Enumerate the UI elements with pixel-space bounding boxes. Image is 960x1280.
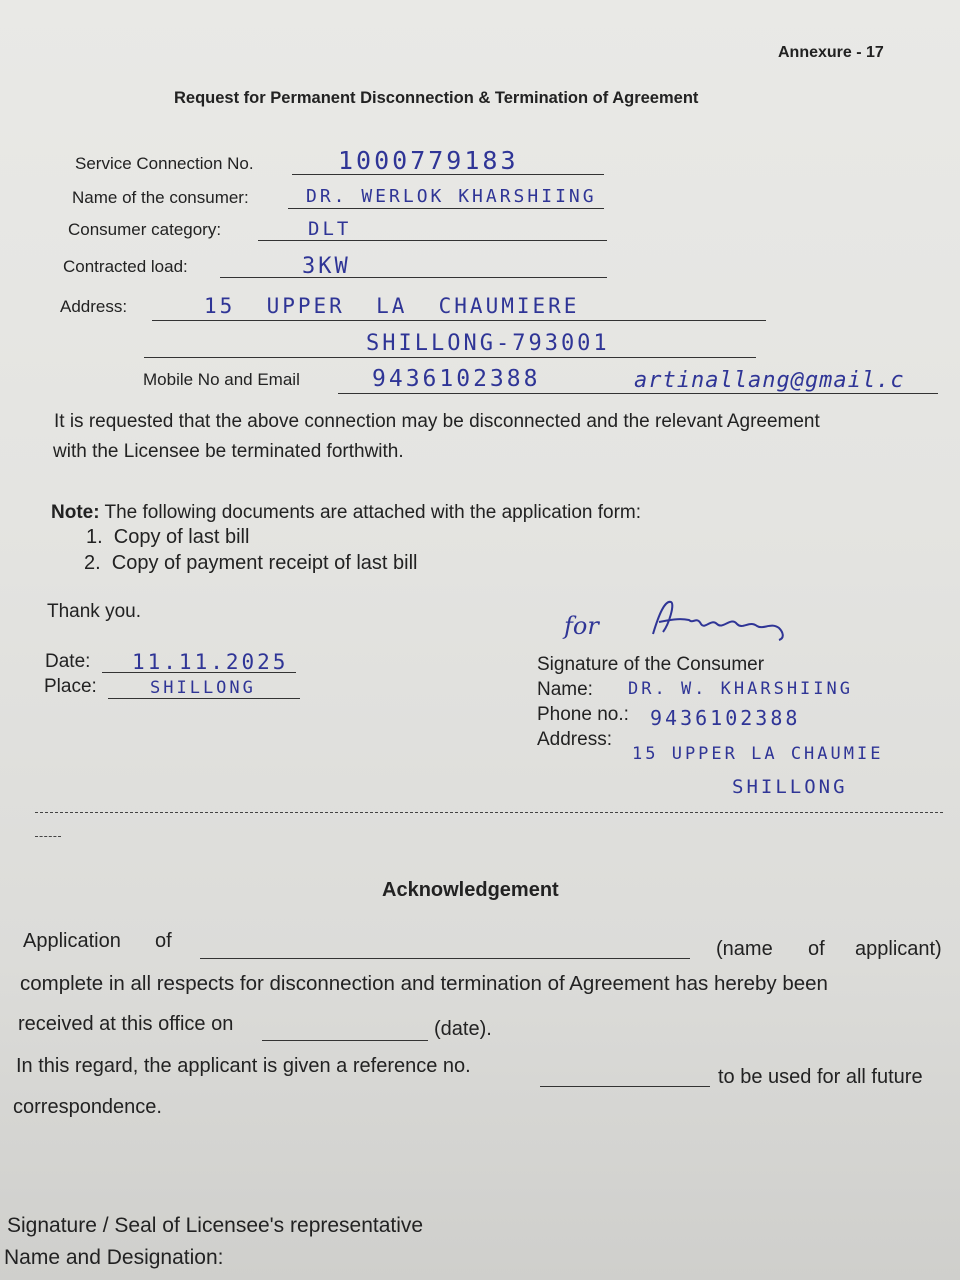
phone-label: Phone no.: [537, 704, 629, 725]
cut-line-stub [35, 836, 61, 837]
service-connection-label: Service Connection No. [75, 154, 254, 173]
name-designation: Name and Designation: [4, 1246, 224, 1269]
sig-name-value: DR. W. KHARSHIING [628, 679, 853, 699]
cut-line [35, 812, 943, 813]
mobile-value: 9436102388 [372, 366, 541, 392]
note-item-1: 1. Copy of last bill [86, 526, 250, 548]
ack-date-line [262, 1040, 428, 1041]
load-label: Contracted load: [63, 257, 188, 276]
ack-line1-application: Application [23, 930, 121, 952]
sig-address-line1: 15 UPPER LA CHAUMIE [632, 744, 884, 764]
ack-line3-received: received at this office on [18, 1013, 234, 1035]
licensee-signature-seal: Signature / Seal of Licensee's representative [7, 1214, 424, 1237]
load-line [220, 277, 607, 278]
ack-reference-line [540, 1086, 710, 1087]
ack-line1-name: (name [716, 938, 773, 960]
thank-you: Thank you. [47, 601, 141, 622]
note-item-2: 2. Copy of payment receipt of last bill [84, 552, 418, 574]
consumer-name-label: Name of the consumer: [72, 188, 249, 207]
ack-title: Acknowledgement [382, 879, 559, 901]
load-value: 3KW [302, 254, 351, 279]
annexure-label: Annexure - 17 [778, 44, 884, 61]
address-value-2: SHILLONG-793001 [366, 331, 610, 356]
service-connection-value: 1000779183 [338, 146, 519, 175]
ack-line3-date: (date). [434, 1018, 492, 1040]
sig-address-label: Address: [537, 729, 612, 750]
mobile-email-label: Mobile No and Email [143, 370, 300, 389]
address-value-1: 15 UPPER LA CHAUMIERE [204, 294, 580, 318]
place-value: SHILLONG [150, 678, 256, 698]
date-value: 11.11.2025 [132, 650, 289, 674]
address-line-1 [152, 320, 766, 321]
form-title: Request for Permanent Disconnection & Termination of Agreement [174, 89, 699, 107]
date-label: Date: [45, 651, 91, 672]
address-line-2 [144, 357, 756, 358]
ack-line5: correspondence. [13, 1096, 162, 1118]
handwritten-signature [645, 594, 795, 644]
sig-address-line2: SHILLONG [732, 776, 848, 798]
category-line [258, 240, 607, 241]
request-text-line2: with the Licensee be terminated forthwith. [53, 441, 404, 462]
email-value: artinallang@gmail.c [634, 368, 905, 393]
signature-for: for [564, 612, 599, 640]
consumer-name-line [288, 208, 604, 209]
signature-label: Signature of the Consumer [537, 654, 765, 675]
address-label: Address: [60, 297, 128, 316]
place-label: Place: [44, 676, 97, 697]
place-line [108, 698, 300, 699]
ack-applicant-line [200, 958, 690, 959]
sig-name-label: Name: [537, 679, 593, 700]
category-value: DLT [308, 218, 352, 240]
request-text-line1: It is requested that the above connection may be disconnected and the relevant Agreement [54, 411, 820, 432]
phone-value: 9436102388 [650, 706, 801, 730]
mobile-email-line [338, 393, 938, 394]
note-block [51, 502, 641, 524]
ack-line1-of2: of [808, 938, 825, 960]
consumer-name-value: DR. WERLOK KHARSHIING [306, 186, 597, 207]
ack-line4-reference: In this regard, the applicant is given a reference no. [16, 1055, 471, 1077]
ack-line2: complete in all respects for disconnection and termination of Agreement has hereby been [20, 972, 828, 995]
note-text: The following documents are attached with the application form: [104, 502, 642, 523]
ack-line4-future: to be used for all future [718, 1066, 923, 1088]
category-label: Consumer category: [68, 220, 222, 239]
ack-line1-of: of [155, 930, 172, 952]
note-label: Note: [51, 502, 100, 523]
ack-line1-applicant: applicant) [855, 938, 942, 960]
